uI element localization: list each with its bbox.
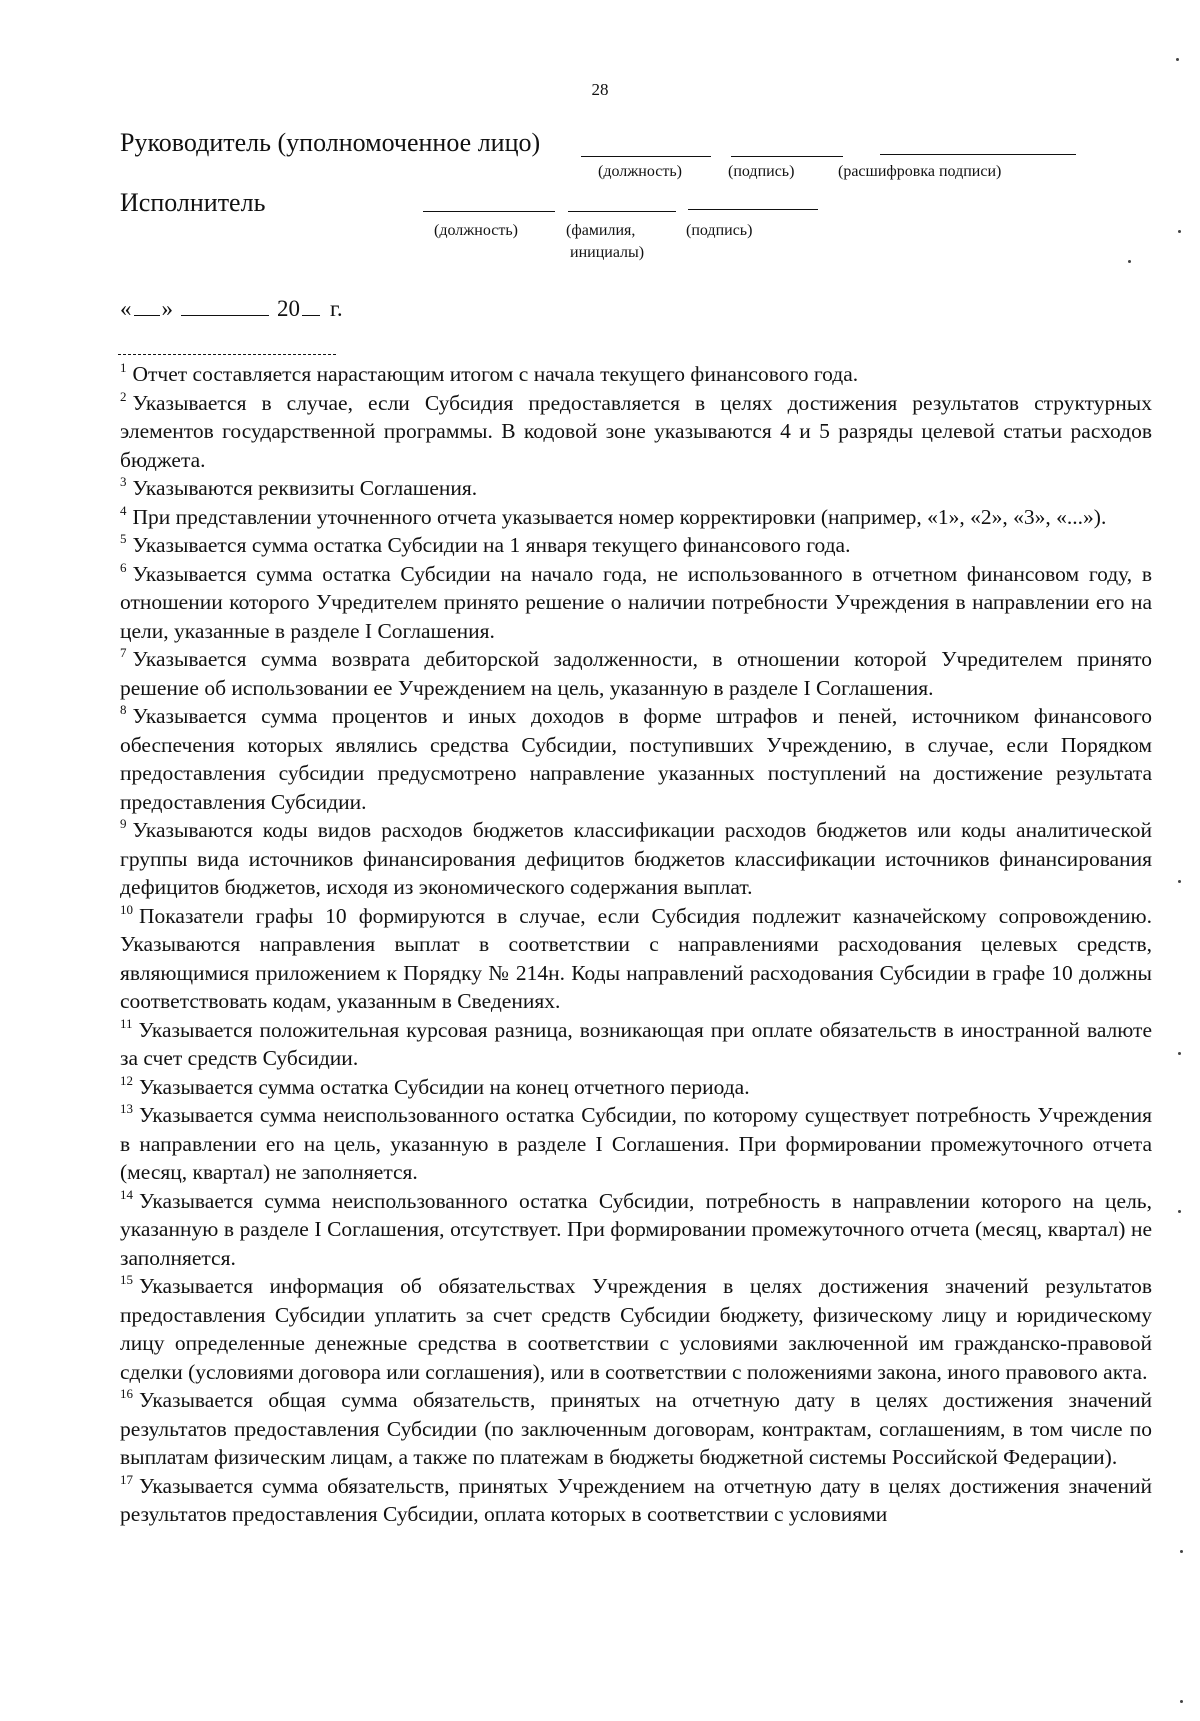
footnote-text: Показатели графы 10 формируются в случае, если Субсидия подлежит казначейскому сопровождению. Указываются направления выплат в соответствии с направлениями расходования целевых средств, являющимися приложением к Порядку № 214н. Коды направлений расходования Субсидии в графе 10 должны соответствовать кодам, указанным в Сведениях. xyxy=(120,903,1152,1013)
date-month-blank xyxy=(181,315,269,316)
footnote-number: 10 xyxy=(120,901,133,917)
footnote-number: 7 xyxy=(120,645,127,660)
footnote-text: Отчет составляется нарастающим итогом с начала текущего финансового года. xyxy=(132,362,859,386)
footnote-text: Указывается в случае, если Субсидия предоставляется в целях достижения результатов структурных элементов государственной программы. В кодовой зоне указываются 4 и 5 разряды целевой статьи расходов бюджета. xyxy=(120,390,1152,472)
caption-executor-position: (должность) xyxy=(434,222,518,239)
footnote-text: Указываются реквизиты Соглашения. xyxy=(132,476,478,500)
caption-position: (должность) xyxy=(598,163,682,180)
footnote xyxy=(120,902,1152,1016)
footnote-number: 1 xyxy=(120,360,127,375)
footnote-number: 6 xyxy=(120,559,127,575)
executor-signature-line xyxy=(688,209,818,210)
footnote-text: Указывается сумма остатка Субсидии на начало года, не использованного в отчетном финансовом году, в отношении которого Учредителем принято решение о наличии потребности Учреждения в направлении его на цели, указанные в разделе I Соглашения. xyxy=(120,561,1152,643)
scan-speck xyxy=(1178,880,1181,883)
scan-speck xyxy=(1180,1550,1183,1553)
footnote xyxy=(120,1073,1152,1102)
caption-executor-surname: (фамилия, xyxy=(566,222,636,239)
footnote-text: Указывается положительная курсовая разница, возникающая при оплате обязательств в иностранной валюте за счет средств Субсидии. xyxy=(120,1017,1152,1070)
head-signature-decoding-line xyxy=(880,154,1076,155)
footnote-number: 16 xyxy=(120,1386,133,1401)
head-signature-line xyxy=(731,156,843,157)
scan-speck xyxy=(1178,1210,1181,1213)
scan-speck xyxy=(1178,1052,1181,1055)
footnote-number: 3 xyxy=(120,474,127,489)
footnote xyxy=(120,360,1152,389)
footnote-text: Указываются коды видов расходов бюджетов классификации расходов бюджетов или коды аналитической группы вида источников финансирования дефицитов бюджетов классификации источников финансирования дефицитов бюджетов, исходя из экономического содержания выплат. xyxy=(120,818,1152,899)
page-number: 28 xyxy=(591,80,609,99)
footnote xyxy=(120,645,1152,702)
footnotes-list xyxy=(120,360,1152,1529)
scan-speck xyxy=(1128,260,1131,263)
scan-speck xyxy=(1180,1700,1183,1703)
footnote-number: 17 xyxy=(120,1471,133,1487)
caption-signature: (подпись) xyxy=(728,163,795,180)
footnote-text: Указывается сумма неиспользованного остатка Субсидии, потребность в направлении которого на цель, указанную в разделе I Соглашения, отсутствует. При формировании промежуточного отчета (месяц, квартал) не заполняется. xyxy=(120,1188,1152,1270)
footnote-number: 12 xyxy=(120,1072,133,1088)
footnote xyxy=(120,1187,1152,1273)
date-year-blank xyxy=(302,315,320,316)
date-year-prefix: 20 xyxy=(277,296,300,321)
footnote-text: Указывается сумма процентов и иных доходов в форме штрафов и пеней, источником финансового обеспечения которых являлись средства Субсидии, поступивших Учреждению, в случае, если Порядком предоставления субсидии предусмотрено направление указанных поступлений на достижение результата предоставления Субсидии. xyxy=(120,704,1152,814)
footnote xyxy=(120,389,1152,475)
footnote-separator xyxy=(118,354,336,355)
caption-signature-decoding: (расшифровка подписи) xyxy=(838,163,1002,180)
date-year-suffix: г. xyxy=(330,296,343,321)
executor-position-line xyxy=(423,211,555,212)
footnote xyxy=(120,474,1152,503)
footnote xyxy=(120,560,1152,646)
footnote xyxy=(120,531,1152,560)
executor-name-line xyxy=(568,211,676,212)
caption-executor-initials: инициалы) xyxy=(570,244,645,261)
footnote-text: Указывается сумма остатка Субсидии на 1 января текущего финансового года. xyxy=(132,533,851,557)
footnote-number: 13 xyxy=(120,1101,133,1116)
footnote xyxy=(120,1272,1152,1386)
footnote-number: 15 xyxy=(120,1272,133,1287)
date-day-blank xyxy=(134,315,160,316)
footnote-number: 5 xyxy=(120,531,127,546)
footnote xyxy=(120,1386,1152,1472)
footnote xyxy=(120,503,1152,532)
footnote-number: 14 xyxy=(120,1186,133,1202)
footnote xyxy=(120,1101,1152,1187)
footnote xyxy=(120,702,1152,816)
footnote-text: Указывается информация об обязательствах Учреждения в целях достижения значений результатов предоставления Субсидии уплатить за счет средств Субсидии бюджету, физическому лицу и юридическому лицу определенные денежные средства в соответствии с условиями заключенной им гражданско-правовой сделки (условиями договора или соглашения), или в соответствии с положениями закона, иного правового акта. xyxy=(120,1274,1152,1384)
date-line xyxy=(120,296,343,322)
caption-executor-signature: (подпись) xyxy=(686,222,753,239)
footnote xyxy=(120,1472,1152,1529)
footnote-number: 9 xyxy=(120,816,127,831)
date-close-quote: » xyxy=(161,296,173,321)
footnote-number: 11 xyxy=(120,1015,133,1031)
footnote xyxy=(120,816,1152,902)
head-signatory-label: Руководитель (уполномоченное лицо) xyxy=(120,128,541,157)
scan-speck xyxy=(1176,58,1179,61)
footnote xyxy=(120,1016,1152,1073)
footnote-text: При представлении уточненного отчета указывается номер корректировки (например, «1», «2», «3», «...»). xyxy=(132,504,1107,529)
footnote-number: 8 xyxy=(120,702,127,717)
scan-speck xyxy=(1178,230,1181,233)
footnote-text: Указывается сумма возврата дебиторской задолженности, в отношении которой Учредителем принято решение об использовании ее Учреждением на цель, указанную в разделе I Соглашения. xyxy=(120,647,1152,700)
footnote-number: 4 xyxy=(120,502,127,518)
head-position-line xyxy=(581,156,711,157)
footnote-text: Указывается общая сумма обязательств, принятых на отчетную дату в целях достижения значений результатов предоставления Субсидии (по заключенным договорам, контрактам, соглашениям, в том числе по выплатам физическим лицам, а также по платежам в бюджеты бюджетной системы Российской Федерации). xyxy=(120,1388,1152,1469)
executor-label: Исполнитель xyxy=(120,188,266,217)
footnote-text: Указывается сумма обязательств, принятых Учреждением на отчетную дату в целях достижения значений результатов предоставления Субсидии, оплата которых в соответствии с условиями xyxy=(120,1473,1152,1526)
footnote-number: 2 xyxy=(120,388,127,404)
date-open-quote: « xyxy=(120,296,132,321)
footnote-text: Указывается сумма неиспользованного остатка Субсидии, по которому существует потребность Учреждения в направлении его на цель, указанную в разделе I Соглашения. При формировании промежуточного отчета (месяц, квартал) не заполняется. xyxy=(120,1103,1152,1184)
footnote-text: Указывается сумма остатка Субсидии на конец отчетного периода. xyxy=(139,1074,750,1099)
